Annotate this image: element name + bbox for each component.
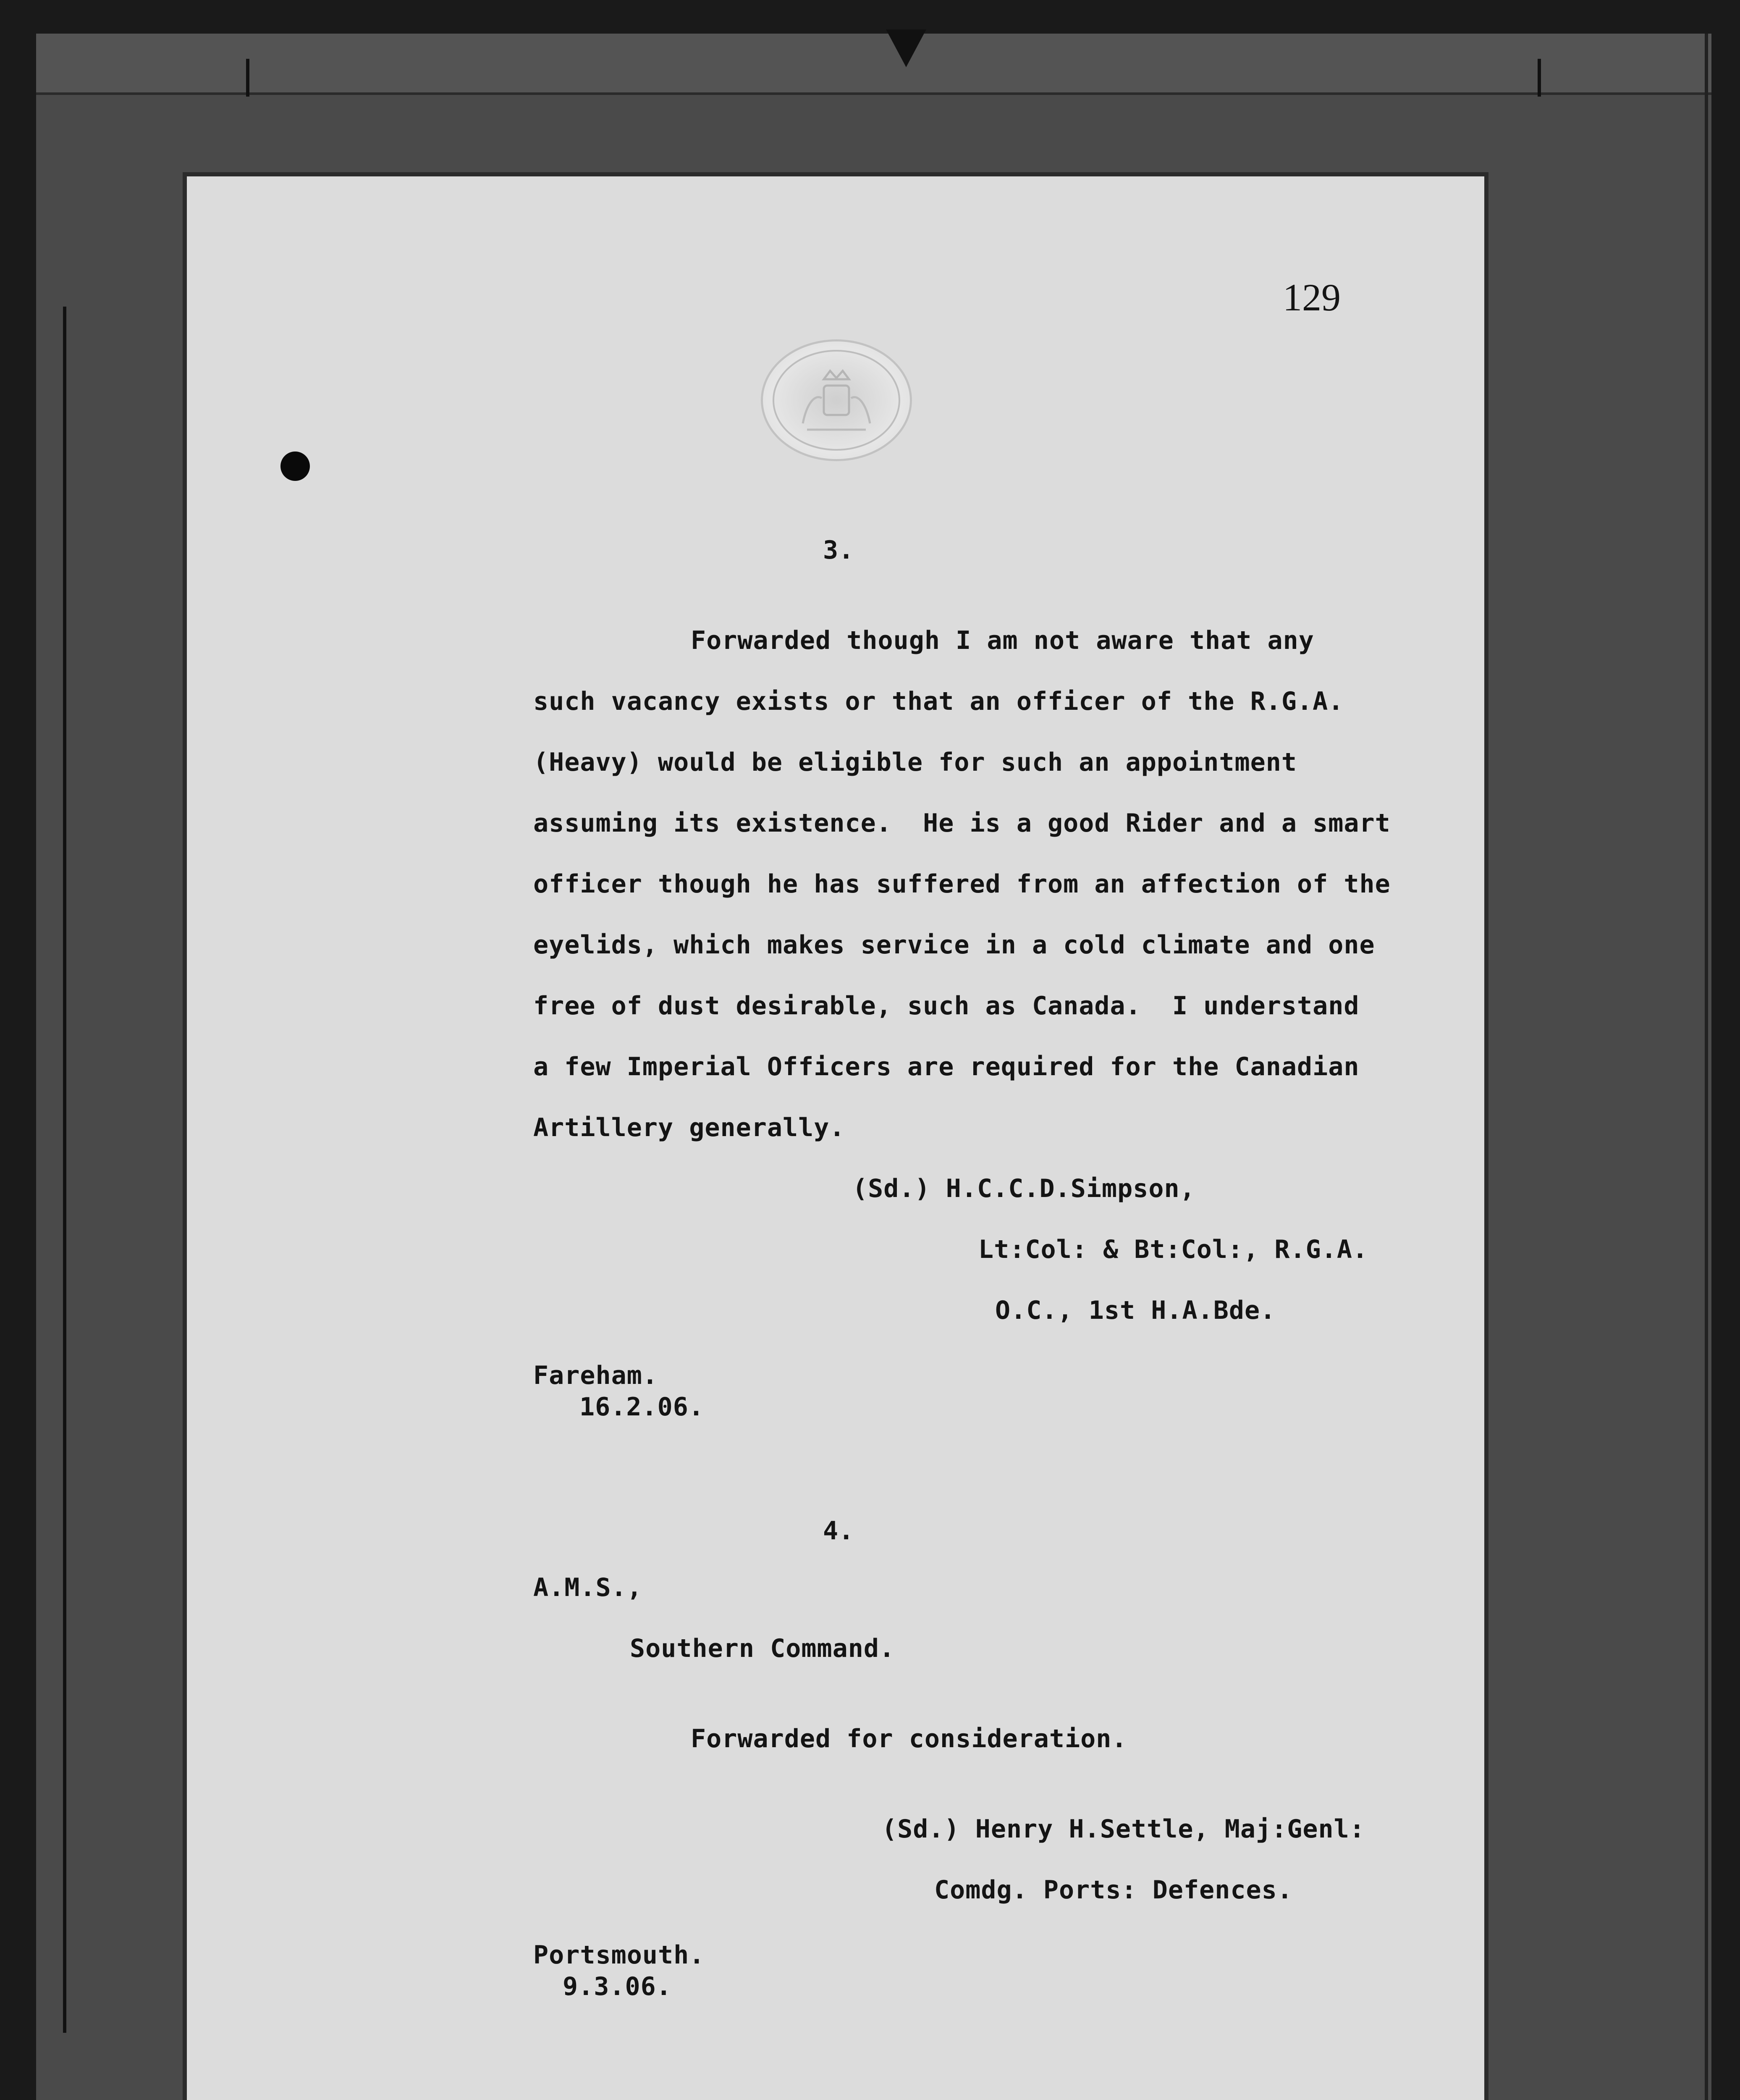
addressee-command: Southern Command. bbox=[630, 1634, 895, 1663]
frame-tick-right bbox=[1538, 59, 1541, 97]
unit-simpson: O.C., 1st H.A.Bde. bbox=[995, 1296, 1276, 1325]
frame-marker-triangle bbox=[886, 29, 926, 67]
frame-right-rule bbox=[1705, 34, 1708, 2100]
page-number: 129 bbox=[1283, 276, 1341, 319]
paragraph-line-9: Artillery generally. bbox=[533, 1113, 845, 1142]
paragraph-line-1: Forwarded though I am not aware that any bbox=[691, 626, 1314, 655]
date-fareham: 16.2.06. bbox=[579, 1392, 704, 1422]
film-top-strip bbox=[36, 34, 1711, 95]
paragraph-line-2: such vacancy exists or that an officer of the R.G.A. bbox=[533, 687, 1344, 716]
place-fareham: Fareham. bbox=[533, 1361, 658, 1390]
date-portsmouth: 9.3.06. bbox=[563, 1972, 672, 2001]
paragraph-line-6: eyelids, which makes service in a cold climate and one bbox=[533, 930, 1375, 960]
signature-simpson: (Sd.) H.C.C.D.Simpson, bbox=[852, 1174, 1195, 1203]
punch-hole bbox=[280, 452, 310, 481]
forwarding-note: Forwarded for consideration. bbox=[691, 1724, 1127, 1754]
frame-left-rule bbox=[63, 307, 66, 2033]
section-number-4: 4. bbox=[823, 1516, 854, 1546]
paragraph-line-5: officer though he has suffered from an affection of the bbox=[533, 869, 1391, 899]
royal-crest-icon bbox=[761, 339, 912, 461]
signature-settle: (Sd.) Henry H.Settle, Maj:Genl: bbox=[882, 1814, 1365, 1844]
addressee: A.M.S., bbox=[533, 1573, 642, 1602]
title-settle: Comdg. Ports: Defences. bbox=[934, 1875, 1293, 1905]
section-number-3: 3. bbox=[823, 536, 854, 565]
embossed-seal bbox=[761, 339, 912, 461]
paragraph-line-3: (Heavy) would be eligible for such an appointment bbox=[533, 748, 1297, 777]
rank-simpson: Lt:Col: & Bt:Col:, R.G.A. bbox=[978, 1235, 1368, 1264]
place-portsmouth: Portsmouth. bbox=[533, 1940, 705, 1970]
paragraph-line-8: a few Imperial Officers are required for the Canadian bbox=[533, 1052, 1360, 1082]
paragraph-line-7: free of dust desirable, such as Canada. I understand bbox=[533, 991, 1360, 1021]
frame-tick-left bbox=[246, 59, 249, 97]
paragraph-line-4: assuming its existence. He is a good Rider and a smart bbox=[533, 808, 1391, 838]
